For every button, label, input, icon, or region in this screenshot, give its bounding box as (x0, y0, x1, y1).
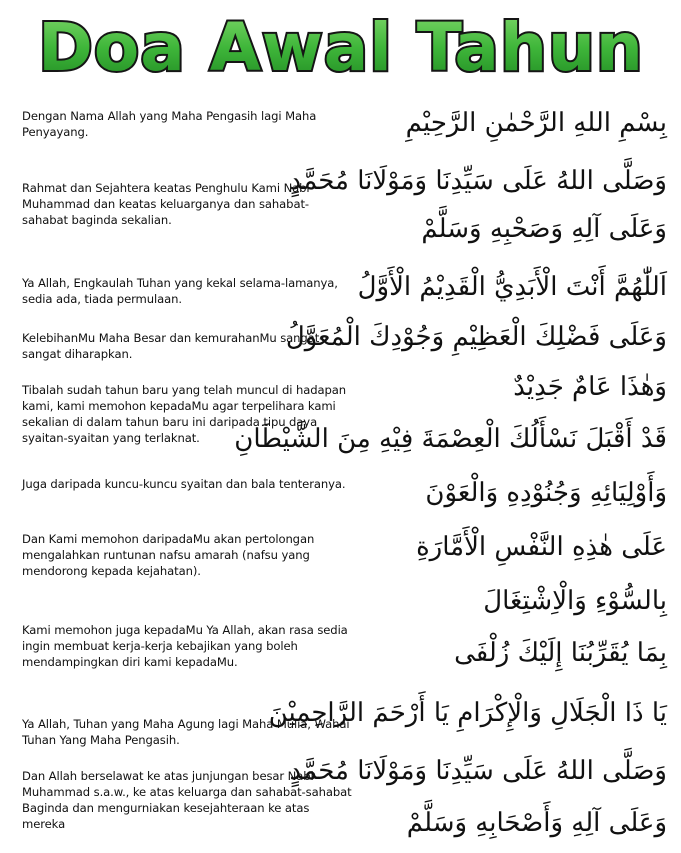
page-title: Doa Awal Tahun (37, 9, 644, 86)
arabic-verse: وَأَوْلِيَائِهِ وَجُنُوْدِهِ وَالْعَوْنَ (425, 478, 667, 508)
arabic-verse: بِالسُّوْءِ وَالْاِشْتِغَالَ (483, 586, 667, 616)
arabic-verse: وَصَلَّى اللهُ عَلَى سَيِّدِنَا وَمَوْلَانَا مُحَمَّدٍ (289, 166, 667, 196)
translation-text: Dan Kami memohon daripadaMu akan pertolongan mengalahkan runtunan nafsu amarah (nafsu yang mendorong kepada kejahatan). (22, 532, 315, 578)
translation-text: Rahmat dan Sejahtera keatas Penghulu Kami Nabi Muhammad dan keatas keluarganya dan sahabat-sahabat baginda sekalian. (22, 181, 310, 227)
arabic-verse: وَعَلَى آلِهِ وَصَحْبِهِ وَسَلَّمْ (421, 214, 667, 244)
arabic-verse: يَا ذَا الْجَلَالِ وَالْإِكْرَامِ يَا أَرْحَمَ الرَّاحِمِيْنَ (268, 698, 667, 728)
arabic-verse: وَهٰذَا عَامٌ جَدِيْدٌ (513, 372, 667, 402)
arabic-verse: اَللّٰهُمَّ أَنْتَ الْأَبَدِيُّ الْقَدِيْمُ الْأَوَّلُ (357, 272, 667, 302)
translation-text: Kami memohon juga kepadaMu Ya Allah, akan rasa sedia ingin membuat kerja-kerja kebajikan yang boleh mendampingkan diri kami kepadaMu. (22, 623, 348, 669)
translation-text: KelebihanMu Maha Besar dan kemurahanMu sangat-sangat diharapkan. (22, 331, 324, 361)
arabic-verse: وَعَلَى آلِهِ وَأَصْحَابِهِ وَسَلَّمْ (406, 808, 667, 838)
translation-text: Juga daripada kuncu-kuncu syaitan dan bala tenteranya. (22, 477, 346, 491)
translation-text: Dan Allah berselawat ke atas junjungan besar Nabi Muhammad s.a.w., ke atas keluarga dan sahabat-sahabat Baginda dan mengurniakan kesejahteraan ke atas mereka (22, 769, 352, 831)
translation-text: Ya Allah, Engkaulah Tuhan yang kekal selama-lamanya, sedia ada, tiada permulaan. (22, 276, 338, 306)
arabic-verse: وَعَلَى فَضْلِكَ الْعَظِيْمِ وَجُوْدِكَ الْمُعَوَّلُ (285, 322, 667, 352)
arabic-verse: بِمَا يُقَرِّبُنَا إِلَيْكَ زُلْفَى (454, 638, 667, 668)
arabic-verse: قَدْ أَقْبَلَ نَسْأَلُكَ الْعِصْمَةَ فِيْهِ مِنَ الشَّيْطَانِ (234, 424, 667, 454)
arabic-verse: وَصَلَّى اللهُ عَلَى سَيِّدِنَا وَمَوْلَانَا مُحَمَّدٍ (289, 756, 667, 786)
translation-text: Ya Allah, Tuhan yang Maha Agung lagi Maha Mulia, Wahai Tuhan Yang Maha Pengasih. (22, 717, 350, 747)
arabic-verse: بِسْمِ اللهِ الرَّحْمٰنِ الرَّحِيْمِ (405, 108, 667, 138)
translation-text: Tibalah sudah tahun baru yang telah muncul di hadapan kami, kami memohon kepadaMu agar terpelihara kami sekalian di dalam tahun baru ini daripada tipu daya syaitan-syaitan yang terlaknat. (22, 383, 347, 445)
arabic-verse: عَلَى هٰذِهِ النَّفْسِ الْأَمَّارَةِ (416, 532, 667, 562)
translation-text: Dengan Nama Allah yang Maha Pengasih lagi Maha Penyayang. (22, 109, 317, 139)
